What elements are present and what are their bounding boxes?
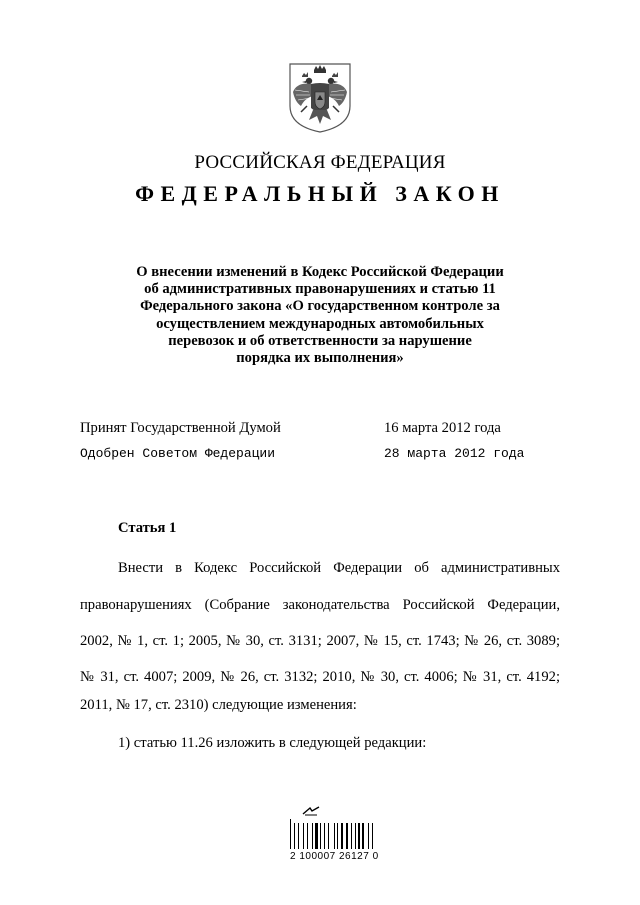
barcode	[290, 806, 379, 862]
law-title-line: осуществлением международных автомобильных	[156, 315, 484, 332]
law-title-line: об административных правонарушениях и статью 11	[144, 281, 496, 298]
barcode-number: 2 100007 26127 0	[290, 851, 379, 862]
law-title-line: перевозок и об ответственности за нарушение	[168, 332, 472, 349]
country-name: РОССИЙСКАЯ ФЕДЕРАЦИЯ	[194, 152, 446, 173]
approval-date: 16 марта 2012 года	[384, 420, 501, 436]
law-title	[110, 264, 530, 367]
article-text-line: Внести в Кодекс Российской Федерации об административных	[118, 560, 560, 576]
article-text-line: 2011, № 17, ст. 2310) следующие изменения:	[80, 697, 357, 713]
document-type-heading: ФЕДЕРАЛЬНЫЙ ЗАКОН	[135, 181, 505, 206]
law-title-line: порядка их выполнения»	[236, 350, 404, 367]
law-title-line: Федерального закона «О государственном контроле за	[140, 298, 500, 315]
article-list-item: 1) статью 11.26 изложить в следующей редакции:	[118, 735, 427, 751]
registration-mark-icon	[302, 806, 320, 816]
law-title-line: О внесении изменений в Кодекс Российской Федерации	[136, 264, 504, 280]
article-heading: Статья 1	[118, 520, 177, 536]
barcode-bars	[290, 819, 376, 849]
approval-body: Одобрен Советом Федерации	[80, 446, 276, 461]
article-text-line: № 31, ст. 4007; 2009, № 26, ст. 3132; 2010, № 30, ст. 4006; № 31, ст. 4192;	[80, 669, 560, 685]
article-text-line: 2002, № 1, ст. 1; 2005, № 30, ст. 3131; 2007, № 15, ст. 1743; № 26, ст. 3089;	[80, 633, 560, 649]
article-text-line: правонарушениях (Собрание законодательства Российской Федерации,	[80, 597, 560, 613]
approval-body: Принят Государственной Думой	[80, 420, 281, 436]
approval-date: 28 марта 2012 года	[384, 446, 525, 461]
russian-coat-of-arms-icon	[287, 62, 353, 134]
